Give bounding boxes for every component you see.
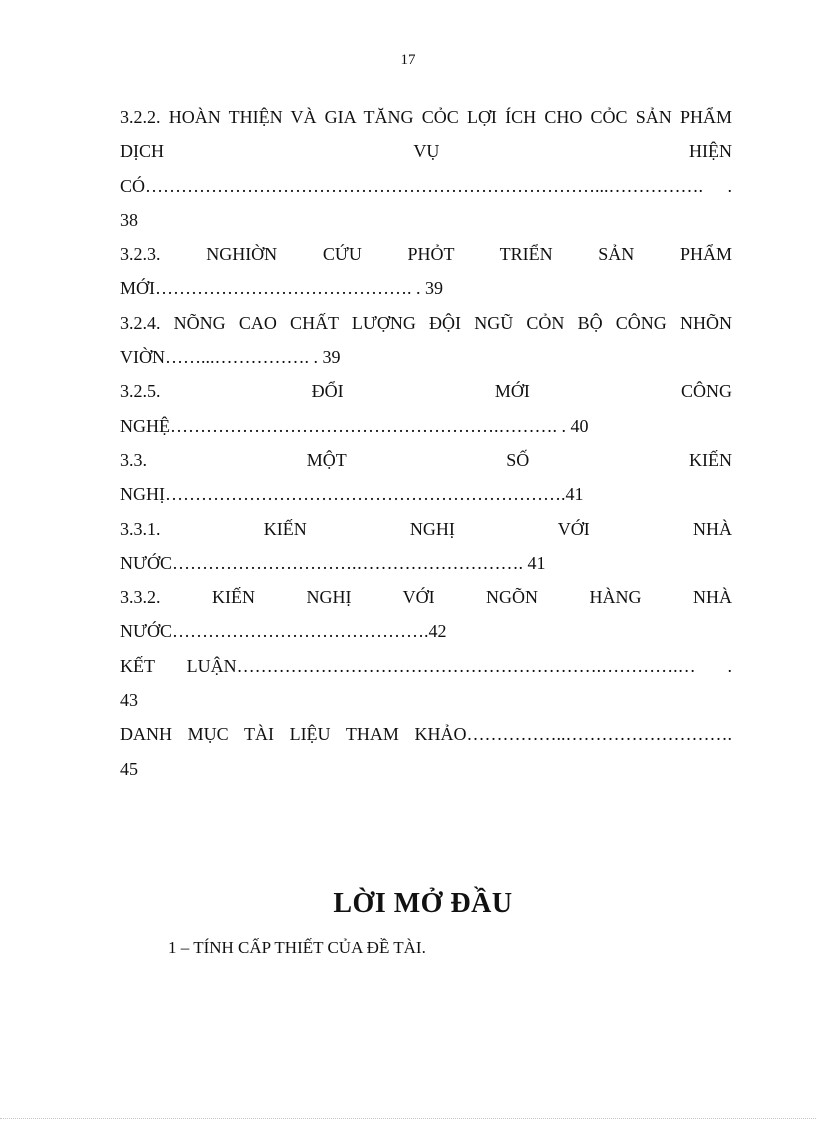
page-number: 17 xyxy=(400,52,416,68)
toc-line: CÓ…………………………………………………………………...……………. . xyxy=(120,175,732,196)
toc-line: DỊCH VỤ HIỆN xyxy=(120,141,732,162)
toc-line: 3.3. MỘT SỐ KIẾN xyxy=(120,449,732,470)
toc-line: KẾT LUẬN…………………………………………………….………….… . xyxy=(120,655,732,676)
section-heading: LỜI MỞ ĐẦU xyxy=(333,888,513,919)
toc-line: NGHỊ………………………………………………………….41 xyxy=(120,484,584,505)
toc-line: NƯỚC…………………………………….42 xyxy=(120,621,447,642)
table-of-contents xyxy=(120,100,732,786)
toc-line: 38 xyxy=(120,209,138,230)
toc-line: 3.3.2. KIẾN NGHỊ VỚI NGÕN HÀNG NHÀ xyxy=(120,587,732,608)
toc-line: NGHỆ……………………………………………….………. . 40 xyxy=(120,415,589,436)
toc-line: 3.2.5. ĐỔI MỚI CÔNG xyxy=(120,381,732,402)
toc-line: 3.2.2. HOÀN THIỆN VÀ GIA TĂNG CỎC LỢI ÍCH CHO CỎC SẢN PHẨM xyxy=(120,107,732,127)
toc-line: 3.3.1. KIẾN NGHỊ VỚI NHÀ xyxy=(120,518,732,539)
toc-line: VIỜN……...……………. . 39 xyxy=(120,347,341,368)
toc-line: 3.2.4. NÕNG CAO CHẤT LƯỢNG ĐỘI NGŨ CỎN BỘ CÔNG NHÕN xyxy=(120,312,732,333)
page-bottom-divider xyxy=(0,1118,816,1119)
toc-line: 43 xyxy=(120,690,138,711)
toc-line: NƯỚC………………………….………………………. 41 xyxy=(120,552,546,573)
toc-line: 45 xyxy=(120,758,138,779)
toc-line: 3.2.3. NGHIỜN CỨU PHỎT TRIỂN SẢN PHẨM xyxy=(120,244,732,265)
toc-line: MỚI……………………………………. . 39 xyxy=(120,278,443,299)
subsection-heading: 1 – TÍNH CẤP THIẾT CỦA ĐỀ TÀI. xyxy=(168,938,426,957)
toc-line: DANH MỤC TÀI LIỆU THAM KHẢO……………..………………………. xyxy=(120,724,732,745)
